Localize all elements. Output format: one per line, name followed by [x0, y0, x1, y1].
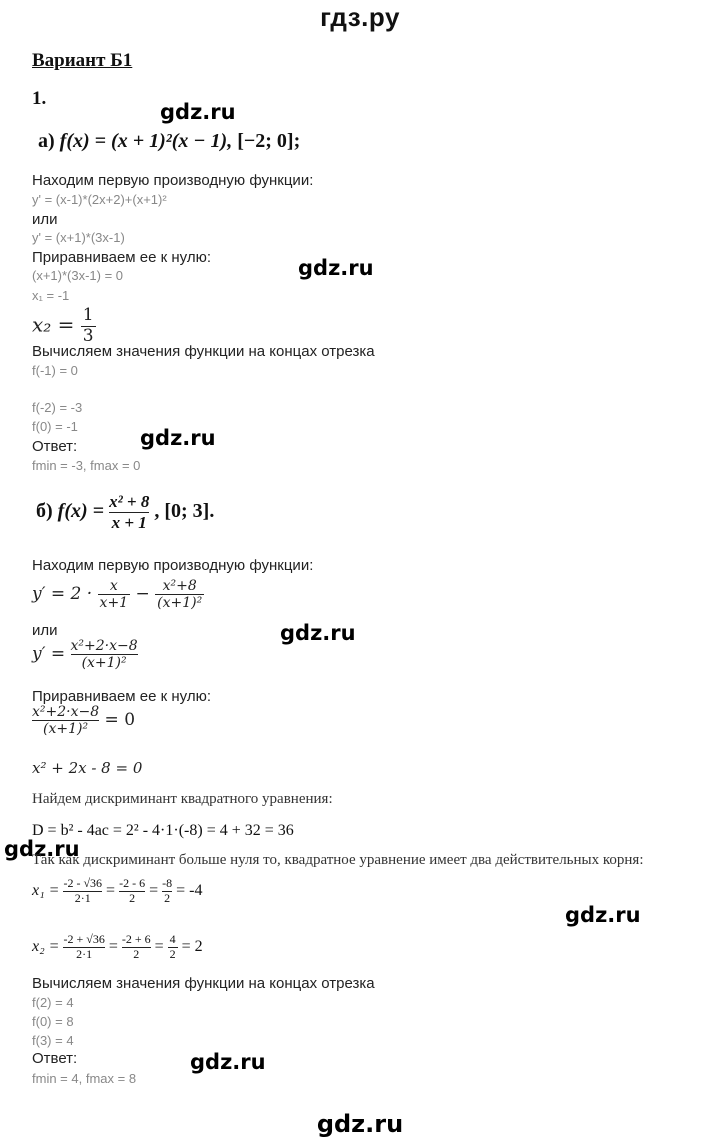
d1-f1-num: x: [109, 578, 118, 594]
eq-rhs: = 0: [104, 710, 136, 731]
watermark: gdz.ru: [298, 256, 374, 280]
part-a-equate-zero: Приравниваем ее к нулю:: [32, 249, 211, 266]
x1-f2-den: 2: [119, 891, 145, 906]
part-b-discriminant: D = b² - 4ac = 2² - 4·1·(-8) = 4 + 32 = 36: [32, 822, 294, 839]
x2-fraction2: [122, 933, 151, 962]
part-b-f-2: f(2) = 4: [32, 995, 74, 1010]
part-a-compute-ends: Вычисляем значения функции на концах отрезка: [32, 343, 375, 360]
x2-f2-den: 2: [122, 947, 151, 962]
part-a-or: или: [32, 211, 58, 228]
d1-f2-num: x²+8: [162, 578, 197, 594]
d1-minus: −: [135, 584, 150, 605]
x2-f3-den: 2: [169, 946, 176, 961]
root2-lhs: x₂ =: [32, 312, 75, 337]
part-a-derivative1: y' = (x-1)*(2x+2)+(x+1)²: [32, 192, 167, 207]
d1-f1-den: x+1: [99, 595, 129, 612]
part-b-x2: x₂ = $\frac{-2 + √36}{2\cdot 1}$ = $\frac{-2 + 6}{2}$ = $\frac{4}{2}$ = 2: [32, 932, 203, 961]
part-b-fraction: [109, 492, 149, 533]
part-a-root2: [32, 306, 96, 346]
part-b-numerator: x² + 8: [109, 492, 150, 511]
part-a-f-m2: f(-2) = -3: [32, 400, 83, 415]
part-b-statement: [36, 492, 214, 533]
part-a-equation: (x+1)*(3x-1) = 0: [32, 268, 124, 283]
part-b-label: б): [36, 500, 53, 523]
part-b-disc-intro: Найдем дискриминант квадратного уравнения:: [32, 791, 333, 807]
part-a-answer: fmin = -3, fmax = 0: [32, 458, 141, 473]
watermark: gdz.ru: [565, 903, 641, 927]
x2-result: = 2: [181, 937, 203, 955]
watermark: gdz.ru: [4, 837, 80, 861]
part-b-equation: [32, 704, 135, 737]
part-b-derivative2: [32, 638, 138, 671]
d2-den: (x+1)²: [71, 654, 138, 671]
d1-fraction1: [98, 578, 131, 611]
x2-f2-num: -2 + 6: [121, 932, 151, 946]
part-a-answer-label: Ответ:: [32, 438, 78, 455]
eq-den: (x+1)²: [32, 720, 99, 737]
part-b-answer: fmin = 4, fmax = 8: [32, 1071, 137, 1086]
x1-f1-den: 2·1: [63, 891, 102, 906]
x1-f3-num: -8: [162, 876, 173, 890]
part-a-f-0: f(0) = -1: [32, 419, 78, 434]
x1-fraction2: [119, 877, 145, 906]
part-b-compute-ends: Вычисляем значения функции на концах отрезка: [32, 975, 375, 992]
part-b-f-0: f(0) = 8: [32, 1014, 74, 1029]
part-a-label: а): [38, 130, 55, 152]
d1-lhs: y′ = 2 ·: [32, 584, 93, 605]
d2-num: x²+2·x−8: [70, 638, 138, 654]
x2-f3-num: 4: [169, 932, 176, 946]
part-a-f-m1: f(-1) = 0: [32, 363, 78, 378]
x2-f1-den: 2·1: [63, 947, 104, 962]
x1-lhs: x₁ =: [32, 881, 60, 899]
part-b-disc-positive: Так как дискриминант больше нуля то, квадратное уравнение имеет два действительных корня:: [32, 852, 644, 868]
part-b-answer-label: Ответ:: [32, 1050, 78, 1067]
x1-fraction1: [63, 877, 102, 906]
part-a-interval: [−2; 0];: [237, 130, 301, 152]
x2-fraction3: [168, 933, 178, 962]
variant-title: Вариант Б1: [32, 50, 133, 71]
part-b-or: или: [32, 622, 58, 639]
x1-f2-num: -2 - 6: [119, 876, 146, 890]
watermark: gdz.ru: [140, 426, 216, 450]
part-a-root1: x₁ = -1: [32, 288, 70, 303]
eq-fraction: [32, 704, 99, 737]
d1-fraction2: [155, 578, 204, 611]
x1-f3-den: 2: [164, 890, 171, 905]
root2-numerator: 1: [82, 305, 94, 325]
part-b-denominator: x + 1: [109, 512, 149, 533]
part-b-quadratic: x² + 2x - 8 = 0: [32, 759, 143, 777]
part-b-f-3: f(3) = 4: [32, 1033, 74, 1048]
x1-fraction3: [162, 877, 172, 906]
part-b-x1: x₁ = $\frac{-2 - √36}{2\cdot 1}$ = $\frac{-2 - 6}{2}$ = $\frac{-8}{2}$ = -4: [32, 876, 203, 905]
watermark: gdz.ru: [190, 1050, 266, 1074]
watermark: gdz.ru: [316, 1110, 404, 1138]
x1-result: = -4: [176, 881, 203, 899]
x2-f1-num: -2 + √36: [63, 932, 105, 946]
d2-lhs: y′ =: [32, 644, 66, 665]
root2-fraction: [81, 306, 96, 346]
part-b-find-derivative: Находим первую производную функции:: [32, 557, 314, 574]
eq-num: x²+2·x−8: [32, 704, 100, 720]
part-b-derivative1: [32, 578, 204, 611]
d1-f2-den: (x+1)²: [157, 595, 203, 612]
watermark: gdz.ru: [280, 621, 356, 645]
x1-f1-num: -2 - √36: [63, 876, 103, 890]
task-number: 1.: [32, 88, 47, 109]
x2-lhs: x₂ =: [32, 937, 60, 955]
part-b-interval: , [0; 3].: [154, 500, 215, 523]
part-a-statement: [38, 130, 300, 153]
part-a-derivative2: y' = (x+1)*(3x-1): [32, 230, 125, 245]
part-a-find-derivative: Находим первую производную функции:: [32, 172, 314, 189]
watermark: gdz.ru: [160, 100, 236, 124]
x2-fraction1: [63, 933, 104, 962]
site-header: гдз.ру: [320, 2, 400, 32]
part-a-function: f(x) = (x + 1)²(x − 1),: [59, 130, 233, 152]
root2-denominator: 3: [82, 325, 94, 346]
d2-fraction: [71, 638, 138, 671]
part-b-fx: f(x) =: [57, 500, 105, 523]
part-b-equate-zero: Приравниваем ее к нулю:: [32, 688, 211, 705]
